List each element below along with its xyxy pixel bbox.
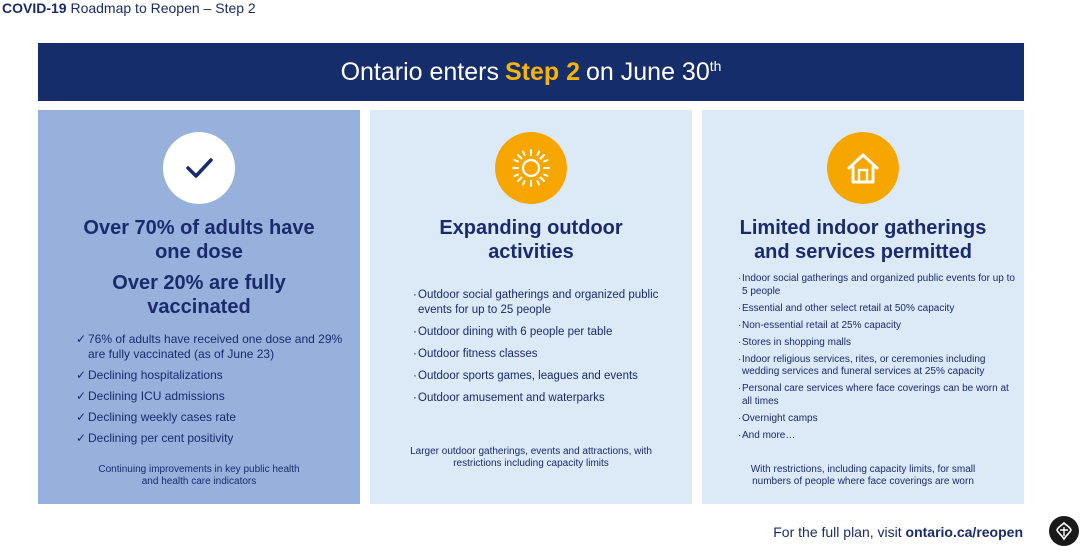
list-item: · Stores in shopping malls [738,337,1020,350]
list-item: · Non-essential retail at 25% capacity [738,320,1020,333]
list-item: · Outdoor dining with 6 people per table [413,325,683,340]
list-item: · Outdoor social gatherings and organized public events for up to 25 people [413,288,683,318]
vaccination-headline-2: Over 20% are fully vaccinated [112,272,286,318]
list-item: · Personal care services where face coverings can be worn at all times [738,383,1020,408]
banner-sup: th [709,58,722,74]
page-title-bold: COVID-19 [2,0,67,16]
list-item: · Outdoor fitness classes [413,347,683,362]
outdoor-panel [370,110,692,504]
banner-post: on June 30 [586,57,710,86]
list-item: · Essential and other select retail at 50% capacity [738,303,1020,316]
banner-pre: Ontario enters [340,57,499,86]
footer-text [773,524,1023,540]
indoor-headline: Limited indoor gatherings and services permitted [739,217,987,263]
house-icon [827,132,899,204]
footer-link[interactable]: ontario.ca/reopen [905,524,1023,540]
list-item: ✓ 76% of adults have received one dose and 29% are fully vaccinated (as of June 23) [76,332,356,362]
sun-icon [495,132,567,204]
list-item: ✓ Declining weekly cases rate [76,410,356,425]
list-item: · Indoor social gatherings and organized public events for up to 5 people [738,273,1020,298]
vaccination-headline-1: Over 70% of adults have one dose [83,217,315,263]
indoor-note: With restrictions, including capacity limits, for small numbers of people where face coverings are worn [750,464,976,487]
indoor-list [738,273,1020,447]
list-item: ✓ Declining per cent positivity [76,431,356,446]
vaccination-note: Continuing improvements in key public health and health care indicators [98,464,300,487]
outdoor-note: Larger outdoor gatherings, events and attractions, with restrictions including capacity limits [410,446,652,469]
list-item: · Indoor religious services, rites, or ceremonies including wedding services and funeral services at 25% capacity [738,354,1020,379]
outdoor-list [413,288,683,413]
outdoor-headline: Expanding outdoor activities [439,217,623,263]
page-title [2,0,256,16]
list-item: ✓ Declining hospitalizations [76,368,356,383]
vaccination-panel [38,110,360,504]
banner-highlight: Step 2 [504,57,581,86]
step-banner [38,43,1024,101]
list-item: · Overnight camps [738,413,1020,426]
page-title-rest: Roadmap to Reopen – Step 2 [66,0,256,16]
footer-pre: For the full plan, visit [773,524,906,540]
vaccination-list [76,332,356,452]
list-item: · Outdoor sports games, leagues and events [413,369,683,384]
indoor-panel [702,110,1024,504]
checkmark-icon [163,132,235,204]
list-item: ✓ Declining ICU admissions [76,389,356,404]
ontario-logo-icon [1049,516,1079,546]
list-item: · Outdoor amusement and waterparks [413,391,683,406]
list-item: · And more… [738,430,1020,443]
